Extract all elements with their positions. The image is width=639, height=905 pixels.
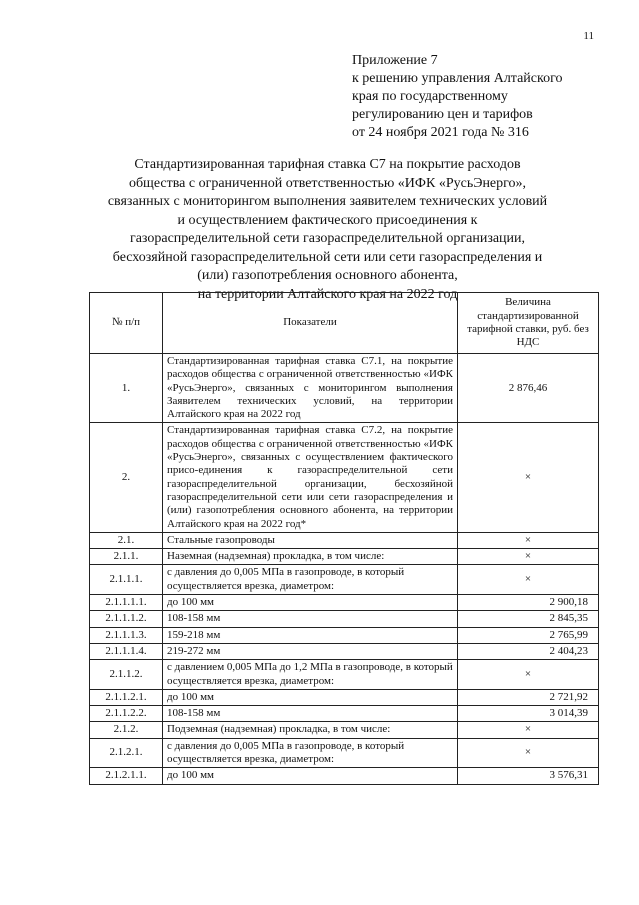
page-number: 11 (583, 30, 594, 42)
table-row (90, 660, 599, 690)
title-line: общества с ограниченной ответственностью «ИФК «РусьЭнерго», (128, 175, 527, 191)
row-indicator: 108-158 мм (163, 706, 458, 722)
row-num: 2.1.1.2.1. (90, 689, 163, 705)
row-num: 2.1.2.1.1. (90, 768, 163, 784)
row-num: 2.1.1.1.2. (90, 611, 163, 627)
row-value: × (458, 549, 599, 565)
table-row (90, 549, 599, 565)
row-indicator: Наземная (надземная) прокладка, в том числе: (163, 549, 458, 565)
table-row (90, 354, 599, 423)
row-indicator: Стальные газопроводы (163, 532, 458, 548)
header-num: № п/п (90, 293, 163, 354)
row-indicator: 159-218 мм (163, 627, 458, 643)
table-row (90, 627, 599, 643)
row-indicator: с давлением 0,005 МПа до 1,2 МПа в газопроводе, в который осуществляется врезка, диаметром: (163, 660, 458, 690)
row-num: 2.1. (90, 532, 163, 548)
table-row (90, 532, 599, 548)
title-line: Стандартизированная тарифная ставка С7 на покрытие расходов (134, 157, 521, 172)
row-num: 2.1.1. (90, 549, 163, 565)
row-indicator: с давления до 0,005 МПа в газопроводе, в который осуществляется врезка, диаметром: (163, 565, 458, 595)
row-num: 2.1.1.1.1. (90, 595, 163, 611)
row-value: × (458, 738, 599, 768)
table-row (90, 611, 599, 627)
table-row (90, 565, 599, 595)
row-value: 2 900,18 (458, 595, 599, 611)
row-indicator: 219-272 мм (163, 643, 458, 659)
table-row (90, 738, 599, 768)
row-value: × (458, 722, 599, 738)
title-line: (или) газопотребления основного абонента, (197, 268, 458, 283)
row-value: 2 404,23 (458, 643, 599, 659)
row-num: 2. (90, 423, 163, 532)
appendix-line: края по государственному (352, 89, 508, 104)
row-num: 2.1.2.1. (90, 738, 163, 768)
row-indicator: 108-158 мм (163, 611, 458, 627)
row-value: 3 014,39 (458, 706, 599, 722)
title-line: связанных с мониторингом выполнения заявителем технических условий (107, 194, 548, 209)
row-value: × (458, 532, 599, 548)
header-value: Величина стандартизированной тарифной ставки, руб. без НДС (458, 293, 599, 354)
title-line: газораспределительной сети газораспределительной организации, (129, 231, 526, 246)
row-num: 2.1.1.2.2. (90, 706, 163, 722)
table-row (90, 722, 599, 738)
row-num: 2.1.1.1. (90, 565, 163, 595)
appendix-line: от 24 ноября 2021 года № 316 (352, 125, 529, 140)
row-indicator: до 100 мм (163, 768, 458, 784)
table-row (90, 643, 599, 659)
row-value: 2 845,35 (458, 611, 599, 627)
table-row (90, 706, 599, 722)
table-row (90, 689, 599, 705)
row-num: 2.1.1.2. (90, 660, 163, 690)
row-value: × (458, 565, 599, 595)
row-num: 2.1.1.1.4. (90, 643, 163, 659)
table-row (90, 595, 599, 611)
row-value: 2 876,46 (458, 354, 599, 423)
row-value: 3 576,31 (458, 768, 599, 784)
table-row (90, 768, 599, 784)
row-num: 2.1.1.1.3. (90, 627, 163, 643)
appendix-line: Приложение 7 (352, 53, 438, 68)
title-line: бесхозяйной газораспределительной сети или сети газораспределения и (112, 249, 543, 265)
tariff-table (89, 292, 599, 785)
row-indicator: с давления до 0,005 МПа в газопроводе, в который осуществляется врезка, диаметром: (163, 738, 458, 768)
row-value: × (458, 423, 599, 532)
row-value: 2 765,99 (458, 627, 599, 643)
document-title (70, 156, 585, 304)
appendix-line: регулированию цен и тарифов (352, 107, 533, 122)
row-num: 2.1.2. (90, 722, 163, 738)
appendix-line: к решению управления Алтайского (352, 71, 563, 86)
row-indicator: Подземная (надземная) прокладка, в том числе: (163, 722, 458, 738)
appendix-header (352, 52, 612, 142)
row-indicator: до 100 мм (163, 595, 458, 611)
row-indicator: до 100 мм (163, 689, 458, 705)
title-line: на территории Алтайского края на 2022 год (197, 286, 458, 302)
row-indicator: Стандартизированная тарифная ставка С7.2, на покрытие расходов общества с ограниченной ответственностью «ИФК «РусьЭнерго», связанных с осуществлением фактического присо-единения к газораспределительной сети газораспределительной организации, бесхозяйной газораспределительной сети или сети газораспределения и (или) газопотребления основного абонента, на территории Алтайского края на 2022 год* (163, 423, 458, 532)
table-row (90, 423, 599, 532)
title-line: и осуществлением фактического присоединения к (177, 212, 478, 228)
table-header-row (90, 293, 599, 354)
header-indicator: Показатели (163, 293, 458, 354)
row-indicator: Стандартизированная тарифная ставка С7.1, на покрытие расходов общества с ограниченной ответственностью «ИФК «РусьЭнерго», связанных с мониторингом выполнения Заявителем технических условий, на территории Алтайского края на 2022 год (163, 354, 458, 423)
row-value: × (458, 660, 599, 690)
row-value: 2 721,92 (458, 689, 599, 705)
row-num: 1. (90, 354, 163, 423)
